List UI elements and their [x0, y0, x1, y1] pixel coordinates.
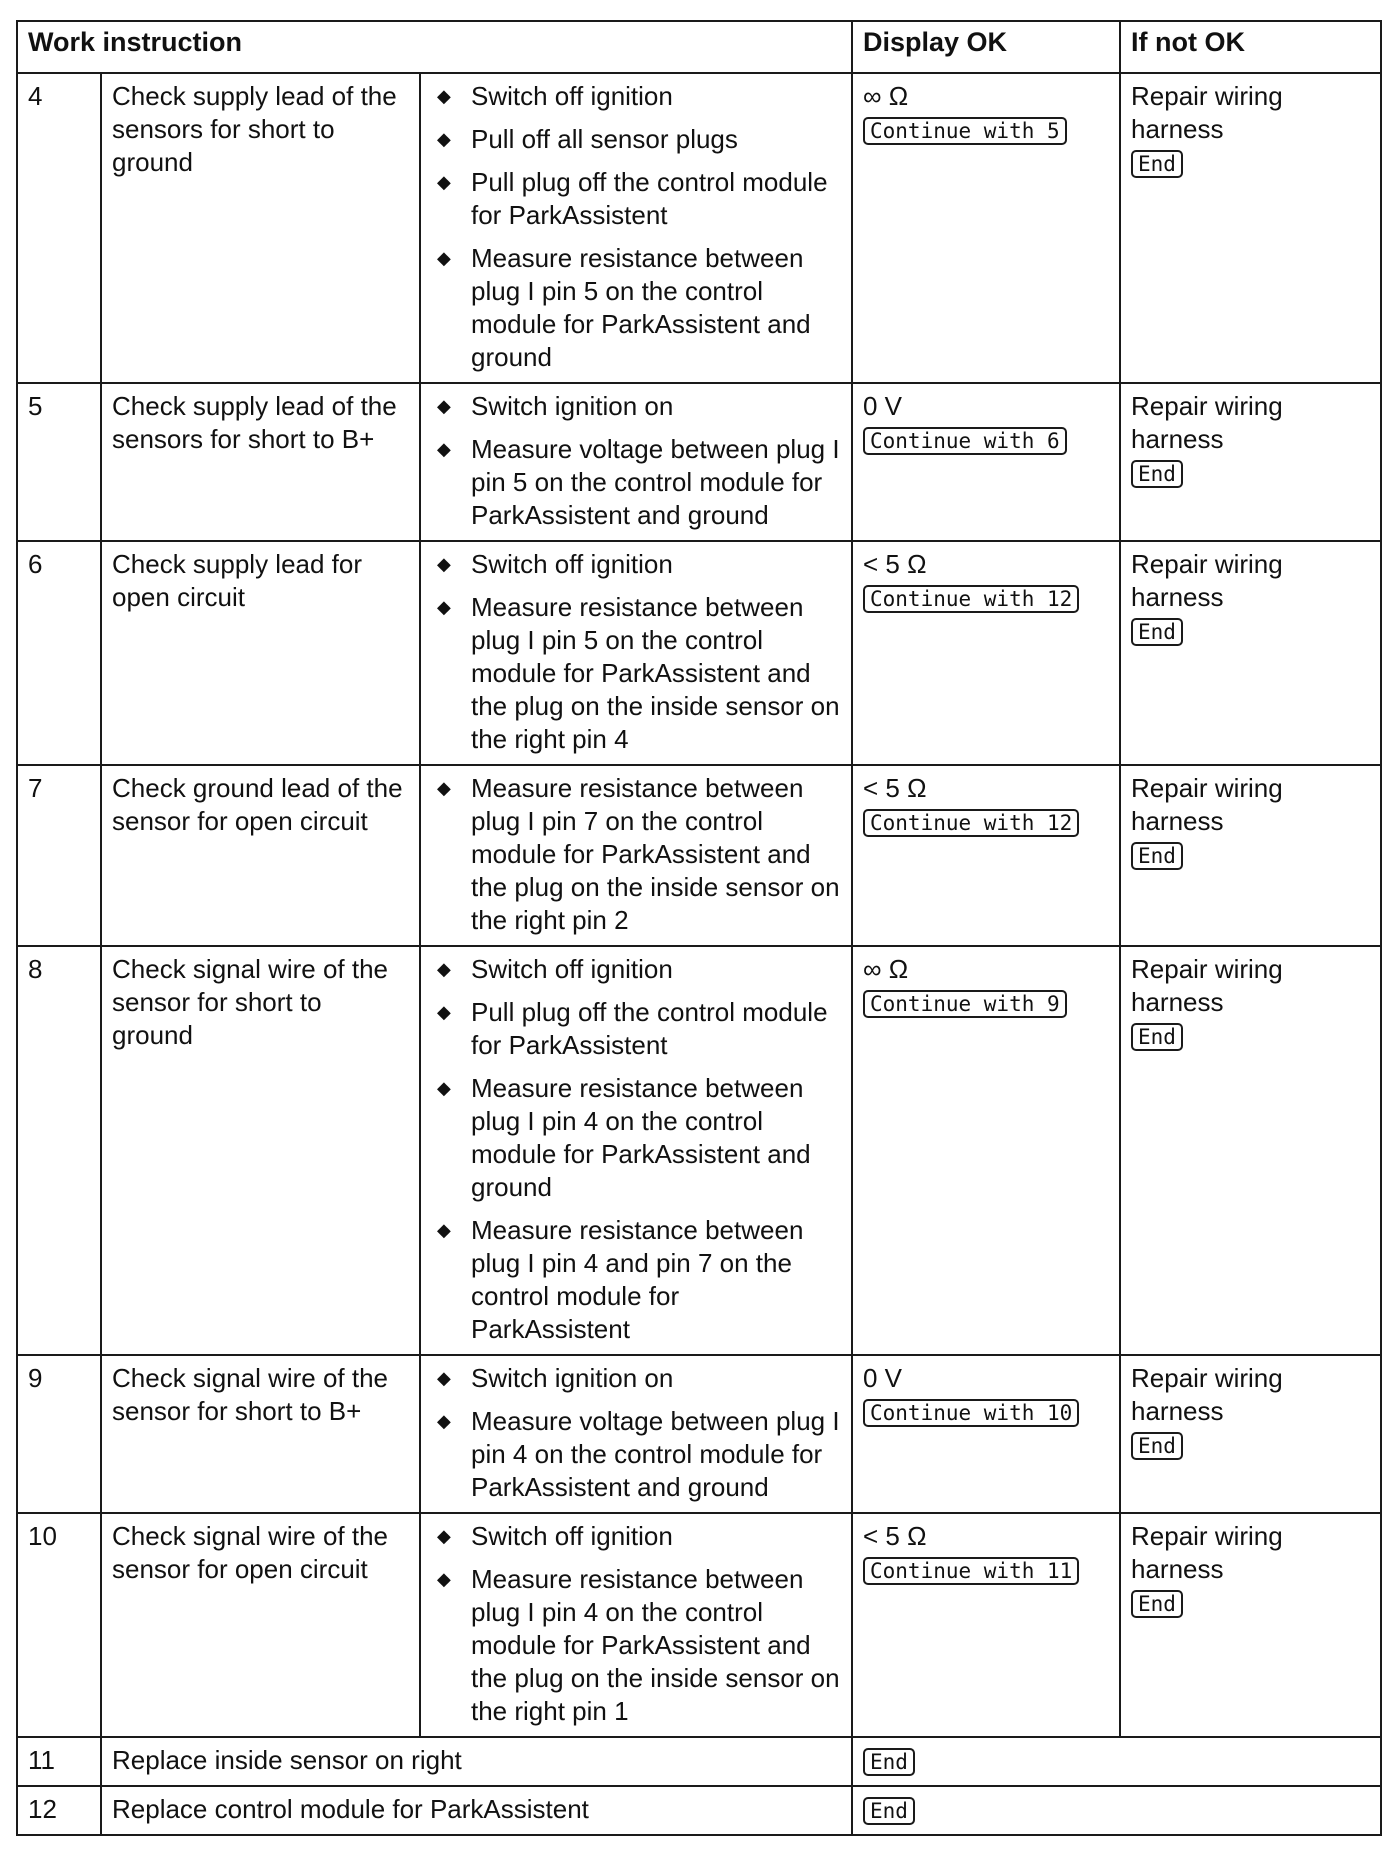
diamond-bullet-icon: ◆: [437, 1526, 451, 1546]
check-description: Check signal wire of the sensor for open circuit: [101, 1513, 420, 1737]
step-number: 8: [17, 946, 101, 1355]
step-text: Measure resistance between plug I pin 7 on the control module for ParkAssistent and the plug on the inside sensor on the right pin 2: [471, 773, 840, 935]
step-item: [431, 80, 841, 113]
step-item: [431, 772, 841, 937]
check-description: Check supply lead of the sensors for short to ground: [101, 73, 420, 383]
end-button[interactable]: End: [1131, 1023, 1183, 1051]
display-ok-cell: [852, 1737, 1381, 1786]
diamond-bullet-icon: ◆: [437, 439, 451, 459]
step-text: Switch ignition on: [471, 1363, 674, 1393]
if-not-ok-cell: [1120, 946, 1381, 1355]
step-text: Measure voltage between plug I pin 4 on the control module for ParkAssistent and ground: [471, 1406, 840, 1502]
step-text: Pull plug off the control module for ParkAssistent: [471, 167, 828, 230]
diamond-bullet-icon: ◆: [437, 597, 451, 617]
remedy-text: Repair wiring harness: [1131, 391, 1283, 454]
continue-button[interactable]: Continue with 12: [863, 809, 1079, 837]
step-text: Pull off all sensor plugs: [471, 124, 738, 154]
continue-button[interactable]: Continue with 6: [863, 427, 1067, 455]
step-item: [431, 1520, 841, 1553]
expected-value: ∞ Ω: [863, 954, 909, 984]
if-not-ok-cell: [1120, 73, 1381, 383]
procedure-steps: [420, 541, 852, 765]
step-text: Switch off ignition: [471, 954, 673, 984]
display-ok-cell: [852, 1513, 1120, 1737]
work-instruction-table: [16, 20, 1382, 1836]
procedure-steps: [420, 1355, 852, 1513]
expected-value: < 5 Ω: [863, 1521, 927, 1551]
step-text: Switch ignition on: [471, 391, 674, 421]
expected-value: 0 V: [863, 391, 903, 421]
end-button[interactable]: End: [1131, 1432, 1183, 1460]
if-not-ok-cell: [1120, 1513, 1381, 1737]
continue-button[interactable]: Continue with 11: [863, 1557, 1079, 1585]
procedure-steps: [420, 73, 852, 383]
expected-value: < 5 Ω: [863, 549, 927, 579]
step-text: Measure resistance between plug I pin 5 on the control module for ParkAssistent and the plug on the inside sensor on the right pin 4: [471, 592, 840, 754]
check-description: Check supply lead for open circuit: [101, 541, 420, 765]
continue-button[interactable]: Continue with 10: [863, 1399, 1079, 1427]
step-text: Measure resistance between plug I pin 4 on the control module for ParkAssistent and ground: [471, 1073, 811, 1202]
step-text: Switch off ignition: [471, 1521, 673, 1551]
end-button[interactable]: End: [1131, 1590, 1183, 1618]
step-row: [17, 1513, 1381, 1737]
header-display-ok: Display OK: [852, 21, 1120, 73]
step-number: 10: [17, 1513, 101, 1737]
step-row: [17, 73, 1381, 383]
end-button[interactable]: End: [1131, 150, 1183, 178]
diamond-bullet-icon: ◆: [437, 1078, 451, 1098]
step-text: Pull plug off the control module for ParkAssistent: [471, 997, 828, 1060]
if-not-ok-cell: [1120, 765, 1381, 946]
step-number: 5: [17, 383, 101, 541]
step-item: [431, 548, 841, 581]
expected-value: 0 V: [863, 1363, 903, 1393]
step-number: 6: [17, 541, 101, 765]
procedure-steps: [420, 765, 852, 946]
step-item: [431, 591, 841, 756]
remedy-text: Repair wiring harness: [1131, 549, 1283, 612]
procedure-steps: [420, 946, 852, 1355]
check-description: Check signal wire of the sensor for short to ground: [101, 946, 420, 1355]
steps-list: [431, 772, 841, 937]
step-item: [431, 1362, 841, 1395]
continue-button[interactable]: Continue with 5: [863, 117, 1067, 145]
step-item: [431, 1072, 841, 1204]
step-item: [431, 433, 841, 532]
end-button[interactable]: End: [1131, 460, 1183, 488]
step-text: Switch off ignition: [471, 549, 673, 579]
diamond-bullet-icon: ◆: [437, 172, 451, 192]
display-ok-cell: [852, 1355, 1120, 1513]
step-text: Measure voltage between plug I pin 5 on the control module for ParkAssistent and ground: [471, 434, 840, 530]
end-button[interactable]: End: [863, 1797, 915, 1825]
diamond-bullet-icon: ◆: [437, 1411, 451, 1431]
steps-list: [431, 953, 841, 1346]
procedure-steps: [420, 1513, 852, 1737]
step-number: 12: [17, 1786, 101, 1835]
header-work-instruction: Work instruction: [17, 21, 852, 73]
steps-list: [431, 80, 841, 374]
continue-button[interactable]: Continue with 9: [863, 990, 1067, 1018]
end-button[interactable]: End: [863, 1748, 915, 1776]
diamond-bullet-icon: ◆: [437, 129, 451, 149]
display-ok-cell: [852, 541, 1120, 765]
diamond-bullet-icon: ◆: [437, 86, 451, 106]
step-number: 9: [17, 1355, 101, 1513]
steps-list: [431, 390, 841, 532]
step-text: Measure resistance between plug I pin 4 and pin 7 on the control module for ParkAssistent: [471, 1215, 804, 1344]
remedy-text: Repair wiring harness: [1131, 81, 1283, 144]
end-button[interactable]: End: [1131, 842, 1183, 870]
step-item: [431, 953, 841, 986]
if-not-ok-cell: [1120, 1355, 1381, 1513]
step-row: [17, 541, 1381, 765]
step-text: Measure resistance between plug I pin 4 on the control module for ParkAssistent and the plug on the inside sensor on the right pin 1: [471, 1564, 840, 1726]
step-text: Measure resistance between plug I pin 5 on the control module for ParkAssistent and ground: [471, 243, 811, 372]
step-row: [17, 765, 1381, 946]
step-item: [431, 242, 841, 374]
display-ok-cell: [852, 1786, 1381, 1835]
display-ok-cell: [852, 383, 1120, 541]
step-item: [431, 166, 841, 232]
diamond-bullet-icon: ◆: [437, 778, 451, 798]
diamond-bullet-icon: ◆: [437, 396, 451, 416]
diamond-bullet-icon: ◆: [437, 1569, 451, 1589]
step-row: [17, 1355, 1381, 1513]
diamond-bullet-icon: ◆: [437, 1002, 451, 1022]
step-number: 7: [17, 765, 101, 946]
instruction-text: Replace inside sensor on right: [101, 1737, 852, 1786]
step-row: [17, 946, 1381, 1355]
step-number: 11: [17, 1737, 101, 1786]
if-not-ok-cell: [1120, 541, 1381, 765]
diamond-bullet-icon: ◆: [437, 248, 451, 268]
remedy-text: Repair wiring harness: [1131, 1363, 1283, 1426]
step-item: [431, 1563, 841, 1728]
step-row: [17, 383, 1381, 541]
step-text: Switch off ignition: [471, 81, 673, 111]
remedy-text: Repair wiring harness: [1131, 1521, 1283, 1584]
expected-value: < 5 Ω: [863, 773, 927, 803]
check-description: Check supply lead of the sensors for short to B+: [101, 383, 420, 541]
steps-list: [431, 1362, 841, 1504]
diamond-bullet-icon: ◆: [437, 1368, 451, 1388]
step-number: 4: [17, 73, 101, 383]
step-item: [431, 1405, 841, 1504]
display-ok-cell: [852, 73, 1120, 383]
check-description: Check ground lead of the sensor for open circuit: [101, 765, 420, 946]
display-ok-cell: [852, 765, 1120, 946]
diamond-bullet-icon: ◆: [437, 554, 451, 574]
step-item: [431, 390, 841, 423]
remedy-text: Repair wiring harness: [1131, 954, 1283, 1017]
step-item: [431, 1214, 841, 1346]
step-item: [431, 123, 841, 156]
header-if-not-ok: If not OK: [1120, 21, 1381, 73]
procedure-steps: [420, 383, 852, 541]
display-ok-cell: [852, 946, 1120, 1355]
if-not-ok-cell: [1120, 383, 1381, 541]
continue-button[interactable]: Continue with 12: [863, 585, 1079, 613]
steps-list: [431, 1520, 841, 1728]
diamond-bullet-icon: ◆: [437, 1220, 451, 1240]
expected-value: ∞ Ω: [863, 81, 909, 111]
header-row: [17, 21, 1381, 73]
diamond-bullet-icon: ◆: [437, 959, 451, 979]
remedy-text: Repair wiring harness: [1131, 773, 1283, 836]
final-step-row: [17, 1737, 1381, 1786]
step-item: [431, 996, 841, 1062]
check-description: Check signal wire of the sensor for short to B+: [101, 1355, 420, 1513]
steps-list: [431, 548, 841, 756]
final-step-row: [17, 1786, 1381, 1835]
instruction-text: Replace control module for ParkAssistent: [101, 1786, 852, 1835]
end-button[interactable]: End: [1131, 618, 1183, 646]
